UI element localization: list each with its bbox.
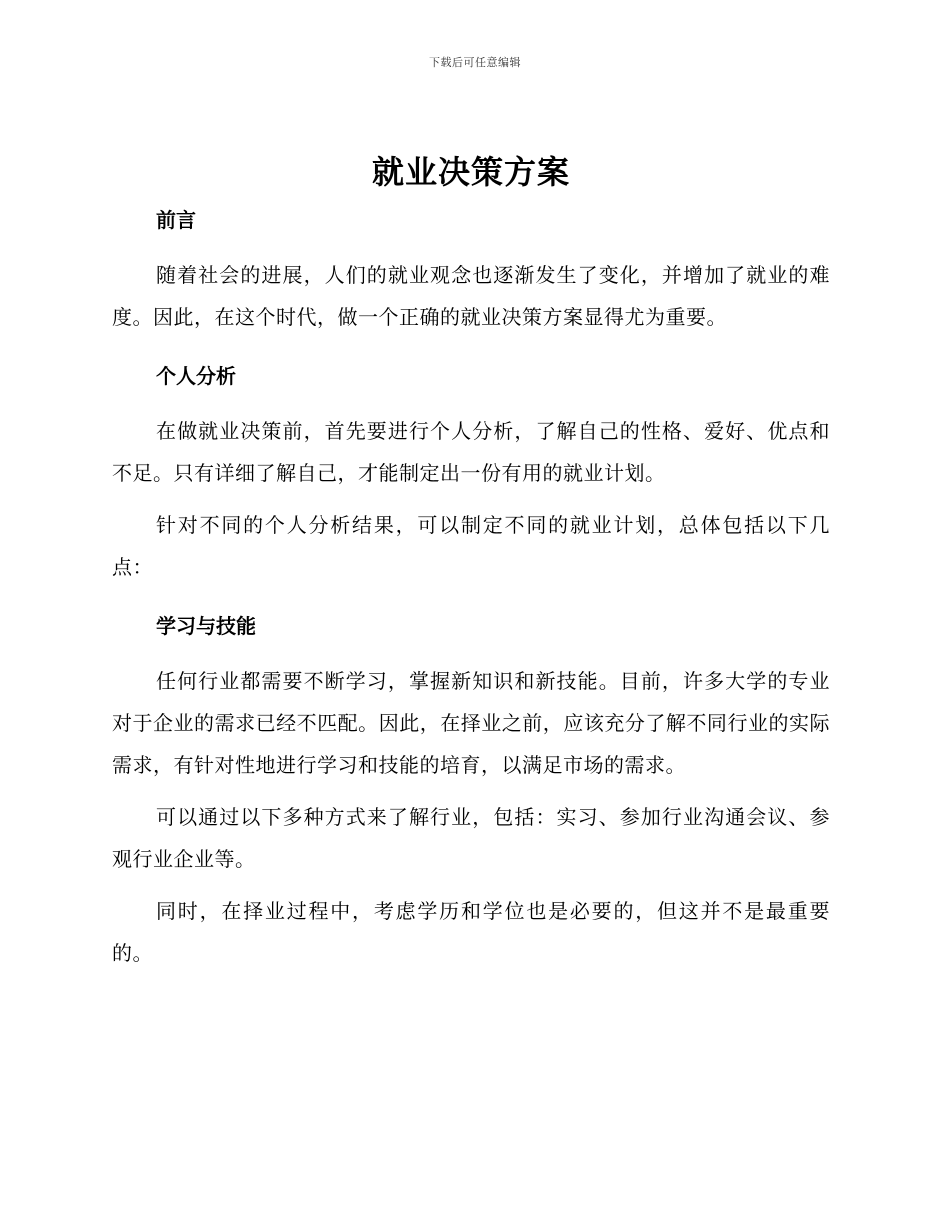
section-heading-preface: 前言	[156, 208, 196, 232]
paragraph: 同时，在择业过程中，考虑学历和学位也是必要的，但这并不是最重要的。	[112, 899, 830, 965]
page-header-note: 下载后可任意编辑	[429, 56, 521, 69]
document-body	[112, 150, 830, 974]
paragraph: 在做就业决策前，首先要进行个人分析，了解自己的性格、爱好、优点和不足。只有详细了解自己，才能制定出一份有用的就业计划。	[112, 419, 830, 485]
paragraph: 针对不同的个人分析结果，可以制定不同的就业计划，总体包括以下几点：	[112, 513, 830, 579]
section-heading-learning-skills: 学习与技能	[156, 614, 256, 638]
paragraph: 任何行业都需要不断学习，掌握新知识和新技能。目前，许多大学的专业对于企业的需求已经不匹配。因此，在择业之前，应该充分了解不同行业的实际需求，有针对性地进行学习和技能的培育，以满足市场的需求。	[112, 669, 830, 777]
document-title: 就业决策方案	[371, 153, 570, 191]
paragraph: 随着社会的进展，人们的就业观念也逐渐发生了变化，并增加了就业的难度。因此，在这个时代，做一个正确的就业决策方案显得尤为重要。	[112, 263, 830, 329]
section-heading-personal-analysis: 个人分析	[156, 364, 236, 388]
paragraph: 可以通过以下多种方式来了解行业，包括：实习、参加行业沟通会议、参观行业企业等。	[112, 805, 830, 871]
